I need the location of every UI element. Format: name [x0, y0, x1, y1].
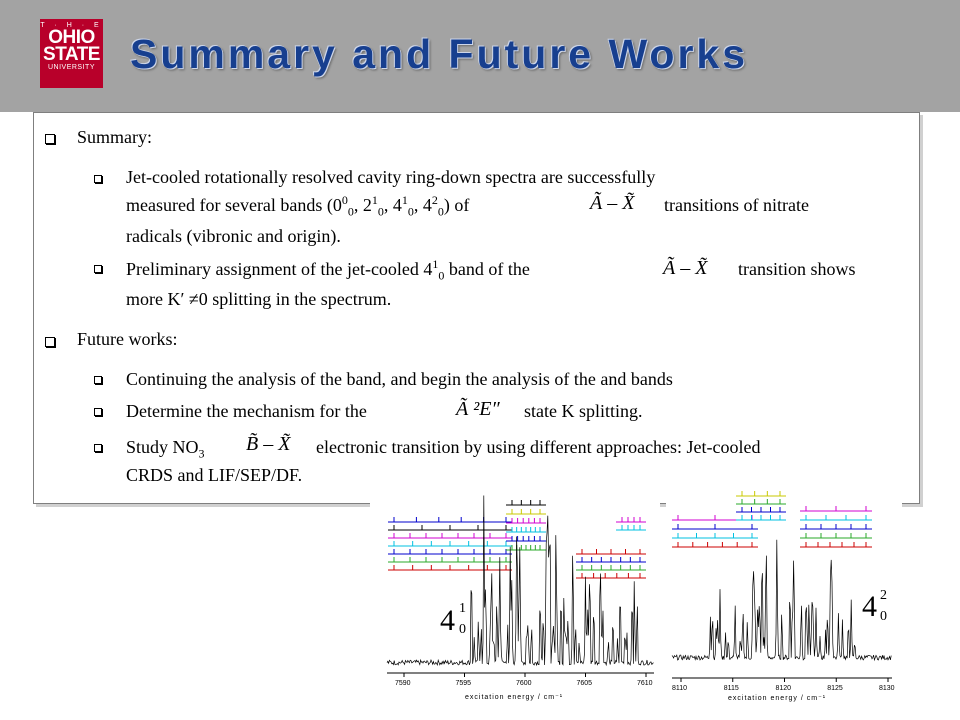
spectrum-right-figure	[666, 482, 902, 707]
band-label-left-sup: 1	[459, 601, 466, 616]
logo-university: UNIVERSITY	[47, 64, 95, 71]
x-tick-label: 7600	[516, 680, 532, 687]
square-bullet-icon	[45, 134, 55, 144]
x-axis-label-left: excitation energy / cm⁻¹	[465, 694, 564, 701]
square-bullet-icon	[94, 175, 102, 183]
summary-b1-line3: radicals (vibronic and origin).	[126, 226, 341, 246]
x-axis-label-right: excitation energy / cm⁻¹	[728, 695, 827, 702]
x-tick-label: 7610	[637, 680, 653, 687]
future-heading: Future works:	[77, 329, 178, 349]
square-bullet-icon	[94, 444, 102, 452]
band-label-left-sub: 0	[459, 622, 466, 637]
header-bar	[0, 0, 960, 112]
square-bullet-icon	[94, 408, 102, 416]
band-label-left: 4	[440, 604, 455, 637]
spectrum-left-bg	[370, 470, 660, 715]
spectrum-left-figure	[370, 470, 660, 715]
x-tick-label: 8115	[723, 685, 739, 692]
summary-b2-line2: more K′ ≠0 splitting in the spectrum.	[126, 289, 392, 309]
summary-b2-line1-end: transition shows	[738, 259, 856, 279]
x-tick-label: 8130	[879, 685, 895, 692]
x-tick-label: 7590	[395, 680, 411, 687]
future-b3-middle: electronic transition by using different approaches: Jet-cooled	[316, 437, 761, 457]
summary-b2-line1: Preliminary assignment of the jet-cooled $4^1_0$ band of the	[126, 257, 530, 283]
x-tick-label: 8120	[775, 685, 792, 692]
logo-the: T · H · E	[40, 22, 103, 29]
university-logo	[40, 19, 103, 88]
math-a2e-state: Ã ²E″	[456, 398, 500, 420]
math-a-x-transition-2: Ã – X̃	[663, 257, 708, 279]
summary-b1-line2: measured for several bands ($0^0_0$, $2^1_0$, $4^1_0$, $4^2_0$) of	[126, 193, 470, 219]
band-label-right-sup: 2	[880, 588, 887, 603]
future-b2-end: state K splitting.	[524, 401, 643, 421]
band-label-right-sub: 0	[880, 609, 887, 624]
square-bullet-icon	[94, 265, 102, 273]
square-bullet-icon	[45, 337, 55, 347]
summary-b1-line2-end: transitions of nitrate	[664, 195, 809, 215]
future-b1: Continuing the analysis of the band, and begin the analysis of the and bands	[126, 369, 673, 389]
square-bullet-icon	[94, 376, 102, 384]
future-b2-start: Determine the mechanism for the	[126, 401, 367, 421]
x-tick-label: 7595	[455, 680, 472, 687]
logo-ohio: OHIO	[48, 27, 95, 48]
logo-state: STATE	[43, 44, 100, 65]
x-tick-label: 7605	[576, 680, 593, 687]
future-b3-line2: CRDS and LIF/SEP/DF.	[126, 465, 303, 485]
summary-heading: Summary:	[77, 127, 152, 147]
x-tick-label: 8110	[672, 685, 688, 692]
x-tick-label: 8125	[827, 685, 843, 692]
slide-title: Summary and Future Works	[130, 31, 749, 77]
band-label-right: 4	[862, 590, 877, 623]
math-b-x-transition: B̃ – X̃	[246, 433, 291, 455]
math-a-x-transition: Ã – X̃	[590, 192, 635, 214]
summary-b1-line1: Jet-cooled rotationally resolved cavity ring-down spectra are successfully	[126, 167, 656, 187]
future-b3-start: Study $NO_3$	[126, 437, 205, 461]
